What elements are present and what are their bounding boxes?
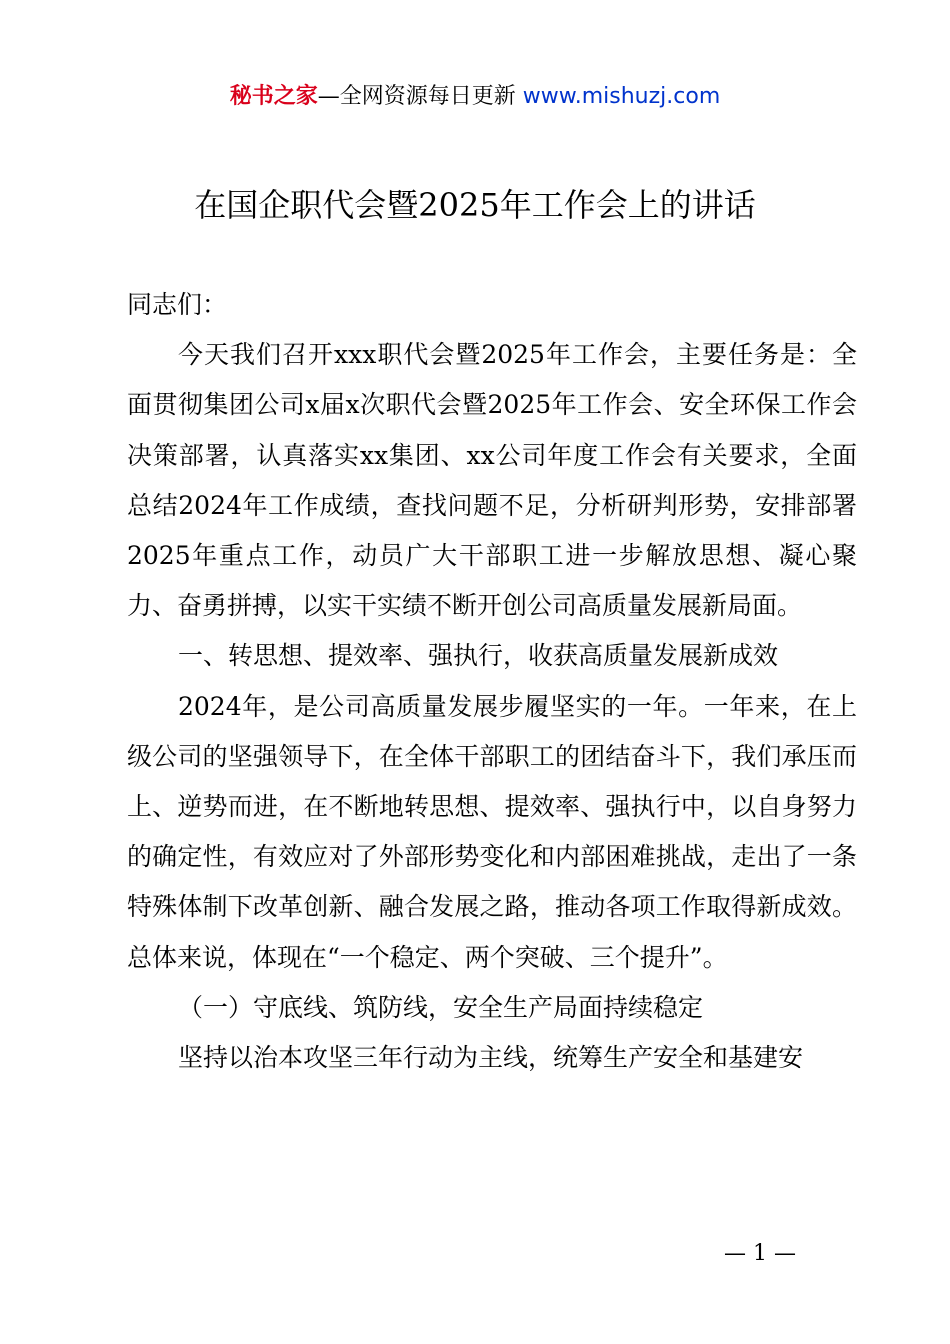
document-title: 在国企职代会暨2025年工作会上的讲话: [194, 186, 756, 224]
site-banner: [0, 80, 950, 113]
brand-name: 秘书之家: [229, 83, 318, 109]
salutation: 同志们：: [127, 290, 228, 319]
document-body: [127, 280, 857, 1083]
banner-slogan: —全网资源每日更新: [317, 84, 516, 109]
intro-paragraph: 今天我们召开xxx职代会暨2025年工作会，主要任务是：全面贯彻集团公司x届x次职代会暨2025年工作会、安全环保工作会决策部署，认真落实xx集团、xx公司年度工作会有关要求，全面总结2024年工作成绩，查找问题不足，分析研判形势，安排部署2025年重点工作，动员广大干部职工进一步解放思想、凝心聚力、奋勇拼搏，以实干实绩不断开创公司高质量发展新局面。: [127, 340, 857, 621]
subsection-heading-1: （一）守底线、筑防线，安全生产局面持续稳定: [178, 992, 704, 1022]
page-number: — 1 —: [724, 1241, 796, 1266]
site-url-link[interactable]: www.mishuzj.com: [522, 84, 721, 109]
section-heading-1: 一、转思想、提效率、强执行，收获高质量发展新成效: [178, 641, 779, 671]
section-1-paragraph: 2024年，是公司高质量发展步履坚实的一年。一年来，在上级公司的坚强领导下，在全体干部职工的团结奋斗下，我们承压而上、逆势而进，在不断地转思想、提效率、强执行中，以自身努力的确定性，有效应对了外部形势变化和内部困难挑战，走出了一条特殊体制下改革创新、融合发展之路，推动各项工作取得新成效。总体来说，体现在“一个稳定、两个突破、三个提升”。: [127, 691, 857, 972]
subsection-1-paragraph: 坚持以治本攻坚三年行动为主线，统筹生产安全和基建安: [178, 1043, 804, 1073]
